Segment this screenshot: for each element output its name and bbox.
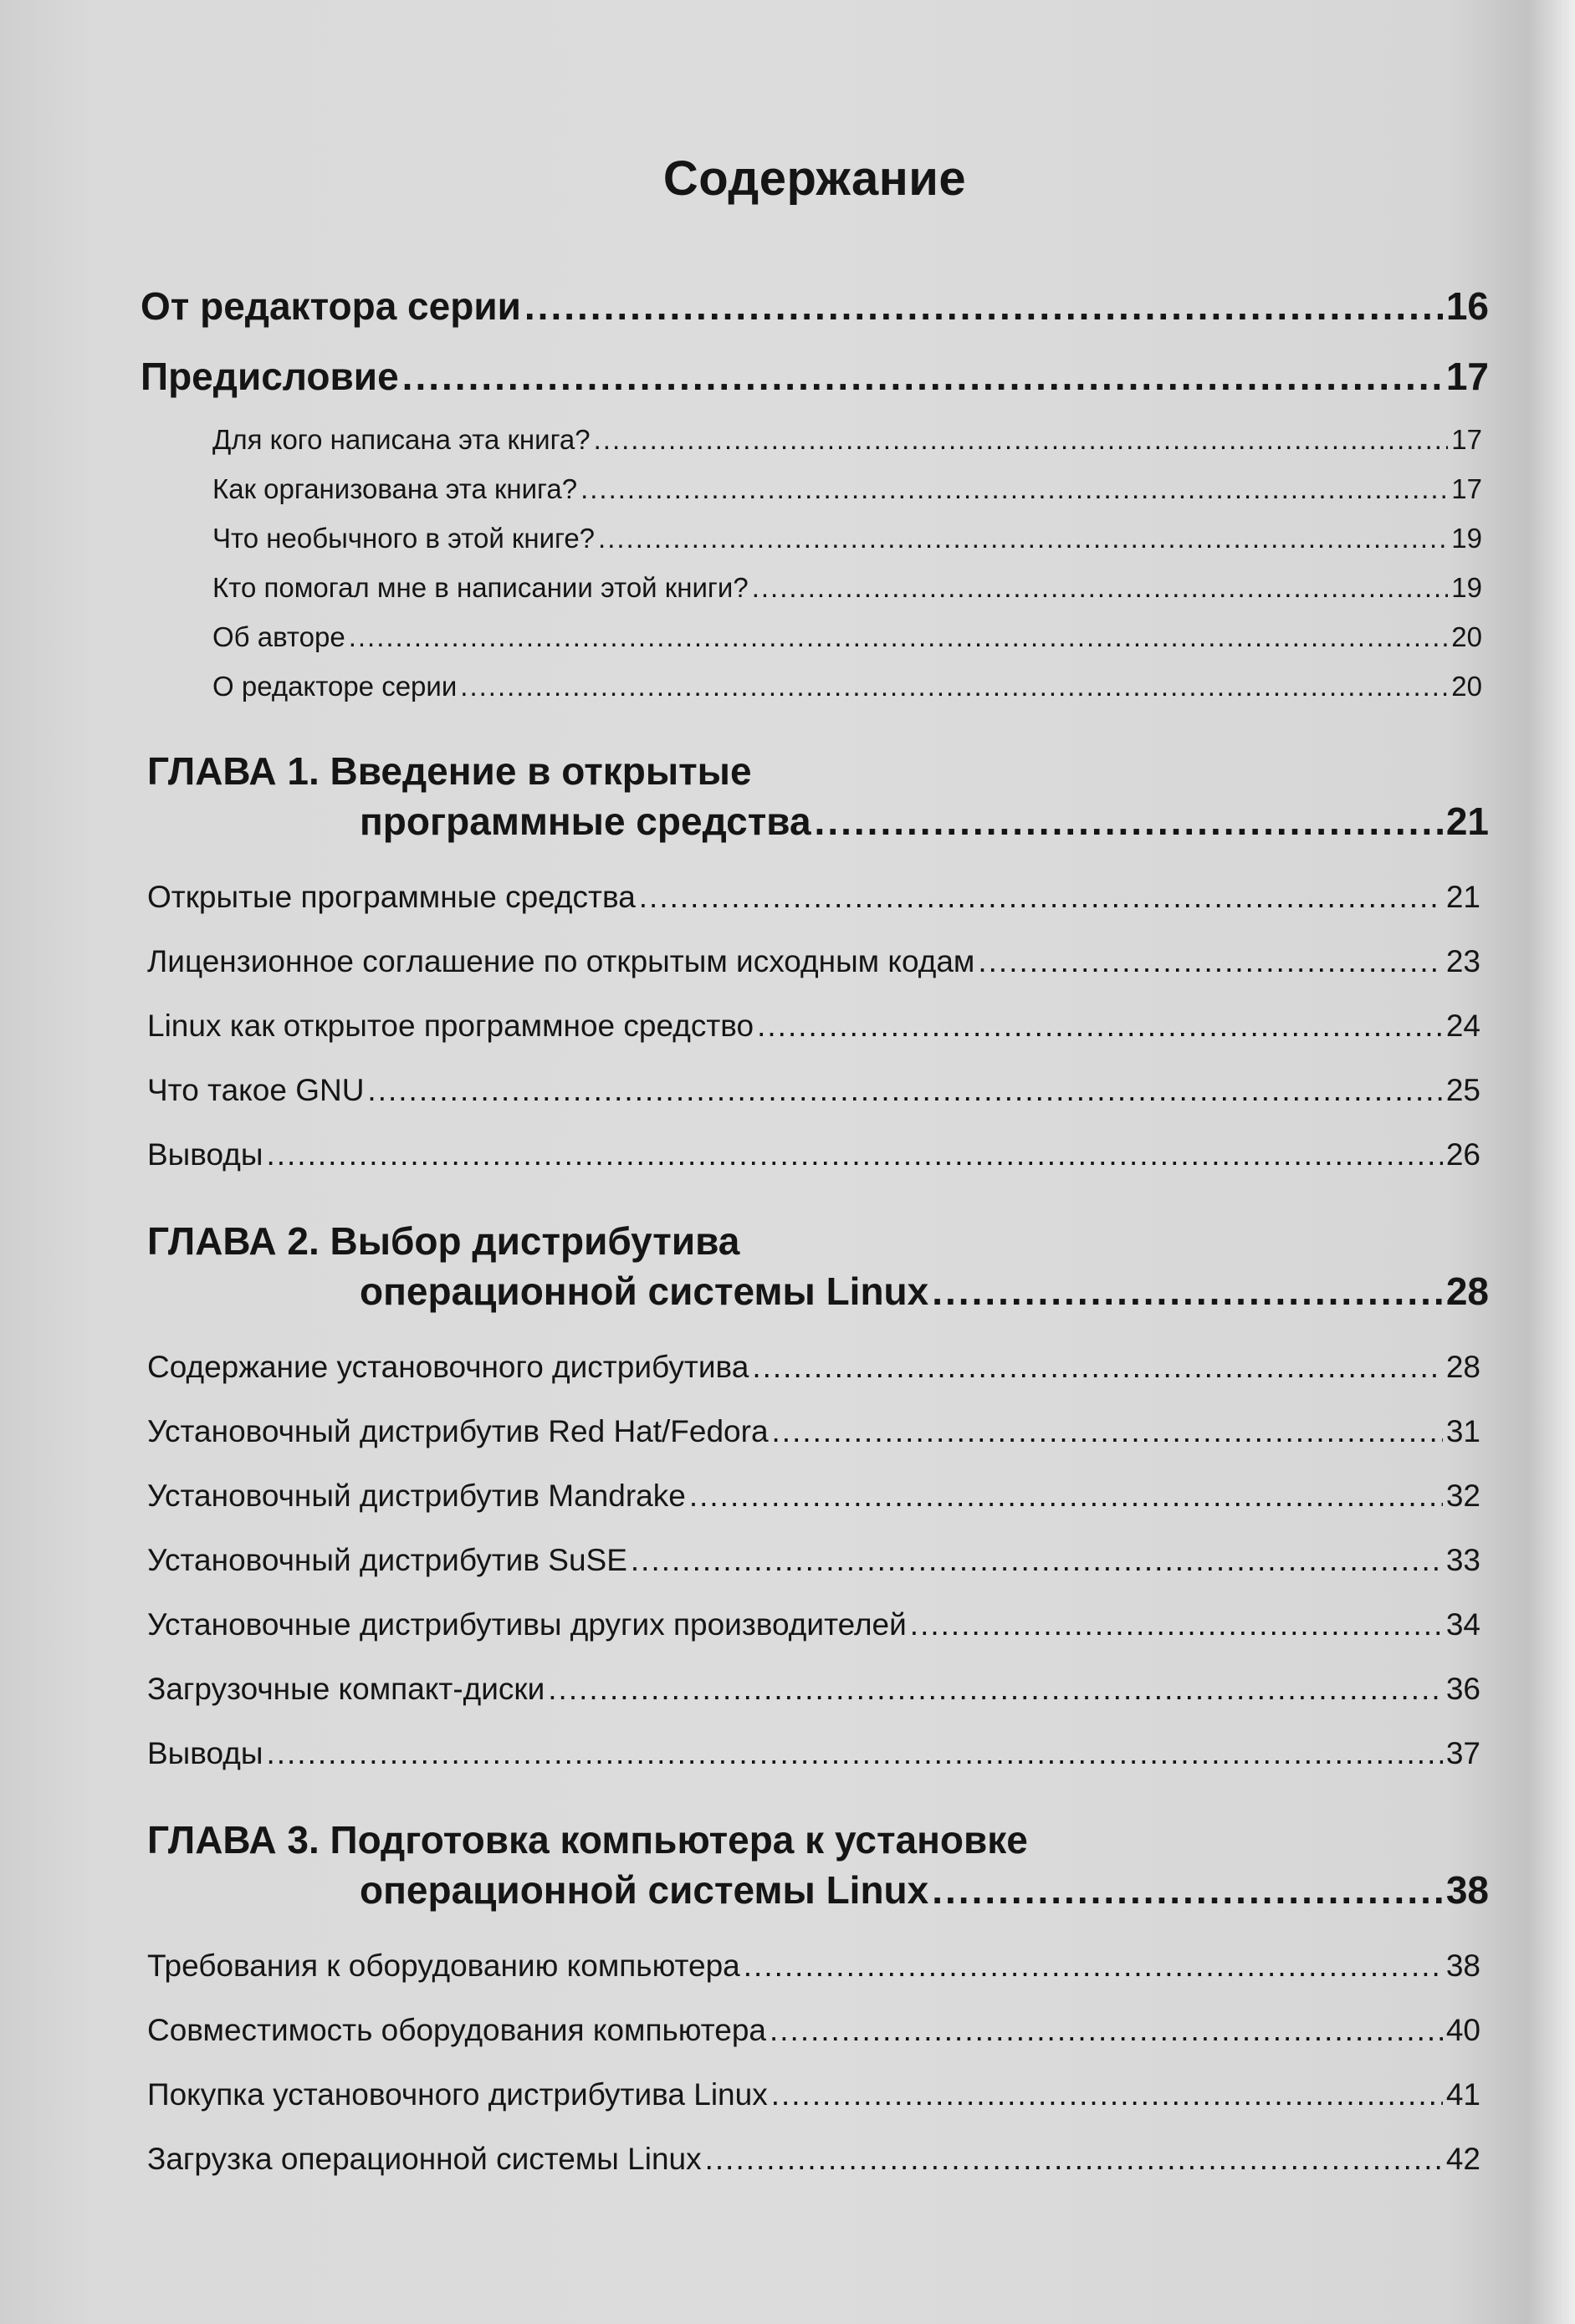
entry-title: Открытые программные средства bbox=[147, 880, 636, 914]
leader-dots bbox=[367, 1073, 1442, 1108]
leader-dots bbox=[580, 473, 1448, 505]
toc-subentry[interactable] bbox=[212, 572, 1482, 604]
entry-title: Совместимость оборудования компьютера bbox=[147, 2013, 766, 2047]
entry-title: Требования к оборудованию компьютера bbox=[147, 1949, 740, 1983]
toc-section[interactable] bbox=[147, 880, 1480, 915]
entry-page: 17 bbox=[1451, 424, 1482, 455]
chapter-title-line2: операционной системы Linux bbox=[360, 1269, 929, 1313]
entry-page: 20 bbox=[1451, 671, 1482, 702]
chapter-title-line1: ГЛАВА 2. Выбор дистрибутива bbox=[147, 1219, 740, 1263]
leader-dots bbox=[772, 1414, 1443, 1449]
entry-page: 17 bbox=[1445, 355, 1489, 398]
entry-page: 16 bbox=[1445, 284, 1489, 328]
leader-dots bbox=[548, 1672, 1443, 1707]
entry-title: Выводы bbox=[147, 1137, 263, 1172]
toc-subentry[interactable] bbox=[212, 523, 1482, 554]
leader-dots bbox=[631, 1543, 1443, 1578]
entry-title: О редакторе серии bbox=[212, 671, 458, 702]
entry-page: 41 bbox=[1445, 2077, 1480, 2112]
entry-page: 37 bbox=[1445, 1736, 1480, 1770]
toc-section[interactable] bbox=[147, 1073, 1480, 1108]
toc-entry-editor[interactable] bbox=[141, 283, 1489, 329]
toc-subentry[interactable] bbox=[212, 424, 1482, 456]
chapter-page: 38 bbox=[1445, 1868, 1489, 1912]
leader-dots bbox=[639, 880, 1443, 915]
toc-subentry[interactable] bbox=[212, 621, 1482, 653]
chapter-heading[interactable] bbox=[147, 746, 1489, 846]
toc-subentry[interactable] bbox=[212, 671, 1482, 702]
entry-title: От редактора серии bbox=[141, 284, 521, 328]
entry-title: Покупка установочного дистрибутива Linux bbox=[147, 2077, 768, 2112]
toc-section[interactable] bbox=[147, 2077, 1480, 2112]
entry-page: 20 bbox=[1451, 621, 1482, 652]
entry-title: Содержание установочного дистрибутива bbox=[147, 1350, 749, 1384]
chapter-title-line2-row bbox=[360, 1266, 1489, 1316]
entry-page: 38 bbox=[1445, 1949, 1480, 1983]
entry-title: Установочный дистрибутив SuSE bbox=[147, 1543, 627, 1577]
leader-dots bbox=[266, 1736, 1442, 1771]
entry-page: 21 bbox=[1445, 880, 1480, 914]
entry-title: Кто помогал мне в написании этой книги? bbox=[212, 572, 749, 603]
leader-dots bbox=[770, 2013, 1443, 2048]
entry-title: Как организована эта книга? bbox=[212, 473, 578, 504]
toc-section[interactable] bbox=[147, 1543, 1480, 1578]
leader-dots bbox=[932, 1266, 1443, 1316]
leader-dots bbox=[460, 671, 1448, 702]
toc-section[interactable] bbox=[147, 1736, 1480, 1771]
leader-dots bbox=[932, 1865, 1443, 1915]
entry-page: 42 bbox=[1445, 2142, 1480, 2176]
toc-section[interactable] bbox=[147, 1607, 1480, 1642]
entry-page: 32 bbox=[1445, 1479, 1480, 1513]
entry-page: 34 bbox=[1445, 1607, 1480, 1642]
entry-page: 26 bbox=[1445, 1137, 1480, 1172]
leader-dots bbox=[757, 1009, 1443, 1044]
entry-page: 19 bbox=[1451, 523, 1482, 554]
leader-dots bbox=[594, 424, 1449, 456]
leader-dots bbox=[815, 796, 1443, 846]
chapter-title-line2: программные средства bbox=[360, 799, 811, 843]
toc-section[interactable] bbox=[147, 1009, 1480, 1044]
toc-section[interactable] bbox=[147, 1350, 1480, 1385]
chapter-title-line2-row bbox=[360, 1865, 1489, 1915]
entry-page: 23 bbox=[1445, 944, 1480, 978]
leader-dots bbox=[349, 621, 1449, 653]
leader-dots bbox=[910, 1607, 1443, 1642]
entry-title: Установочные дистрибутивы других производителей bbox=[147, 1607, 907, 1642]
leader-dots bbox=[978, 944, 1442, 979]
toc-entry-preface[interactable] bbox=[141, 354, 1489, 399]
leader-dots bbox=[598, 523, 1448, 554]
leader-dots bbox=[266, 1137, 1442, 1172]
entry-page: 25 bbox=[1445, 1073, 1480, 1107]
entry-page: 36 bbox=[1445, 1672, 1480, 1706]
chapter-heading[interactable] bbox=[147, 1815, 1489, 1915]
entry-page: 31 bbox=[1445, 1414, 1480, 1448]
leader-dots bbox=[705, 2142, 1443, 2177]
entry-title: Linux как открытое программное средство bbox=[147, 1009, 754, 1043]
entry-title: Установочный дистрибутив Red Hat/Fedora bbox=[147, 1414, 769, 1448]
entry-page: 28 bbox=[1445, 1350, 1480, 1384]
leader-dots bbox=[744, 1949, 1443, 1984]
entry-page: 33 bbox=[1445, 1543, 1480, 1577]
table-of-contents bbox=[141, 151, 1489, 2206]
leader-dots bbox=[402, 354, 1443, 399]
chapter-title-line1: ГЛАВА 1. Введение в открытые bbox=[147, 749, 752, 793]
entry-title: Что необычного в этой книге? bbox=[212, 523, 596, 554]
entry-title: Что такое GNU bbox=[147, 1073, 365, 1107]
entry-page: 24 bbox=[1445, 1009, 1480, 1043]
entry-page: 40 bbox=[1445, 2013, 1480, 2047]
toc-subentry[interactable] bbox=[212, 473, 1482, 505]
entry-page: 19 bbox=[1451, 572, 1482, 603]
leader-dots bbox=[752, 572, 1449, 604]
chapter-title-line2-row bbox=[360, 796, 1489, 846]
entry-title: Об авторе bbox=[212, 621, 345, 652]
chapter-page: 21 bbox=[1445, 799, 1489, 843]
toc-section[interactable] bbox=[147, 1949, 1480, 1984]
toc-section[interactable] bbox=[147, 1672, 1480, 1707]
toc-section[interactable] bbox=[147, 1137, 1480, 1172]
toc-title: Содержание bbox=[662, 151, 967, 206]
leader-dots bbox=[524, 283, 1443, 329]
toc-section[interactable] bbox=[147, 1414, 1480, 1449]
chapter-title-line1: ГЛАВА 3. Подготовка компьютера к установке bbox=[147, 1818, 1028, 1862]
toc-section[interactable] bbox=[147, 944, 1480, 979]
entry-title: Загрузка операционной системы Linux bbox=[147, 2142, 702, 2176]
toc-section[interactable] bbox=[147, 1479, 1480, 1514]
entry-title: Для кого написана эта книга? bbox=[212, 424, 591, 455]
chapter-page: 28 bbox=[1445, 1269, 1489, 1313]
chapter-heading[interactable] bbox=[147, 1216, 1489, 1316]
leader-dots bbox=[752, 1350, 1443, 1385]
entry-title: Выводы bbox=[147, 1736, 263, 1770]
entry-title: Загрузочные компакт-диски bbox=[147, 1672, 545, 1706]
leader-dots bbox=[689, 1479, 1443, 1514]
chapter-title-line2: операционной системы Linux bbox=[360, 1868, 929, 1912]
toc-section[interactable] bbox=[147, 2013, 1480, 2048]
entry-title: Установочный дистрибутив Mandrake bbox=[147, 1479, 686, 1513]
entry-title: Предисловие bbox=[141, 355, 399, 398]
toc-section[interactable] bbox=[147, 2142, 1480, 2177]
entry-page: 17 bbox=[1451, 473, 1482, 504]
leader-dots bbox=[771, 2077, 1443, 2112]
entry-title: Лицензионное соглашение по открытым исходным кодам bbox=[147, 944, 975, 978]
